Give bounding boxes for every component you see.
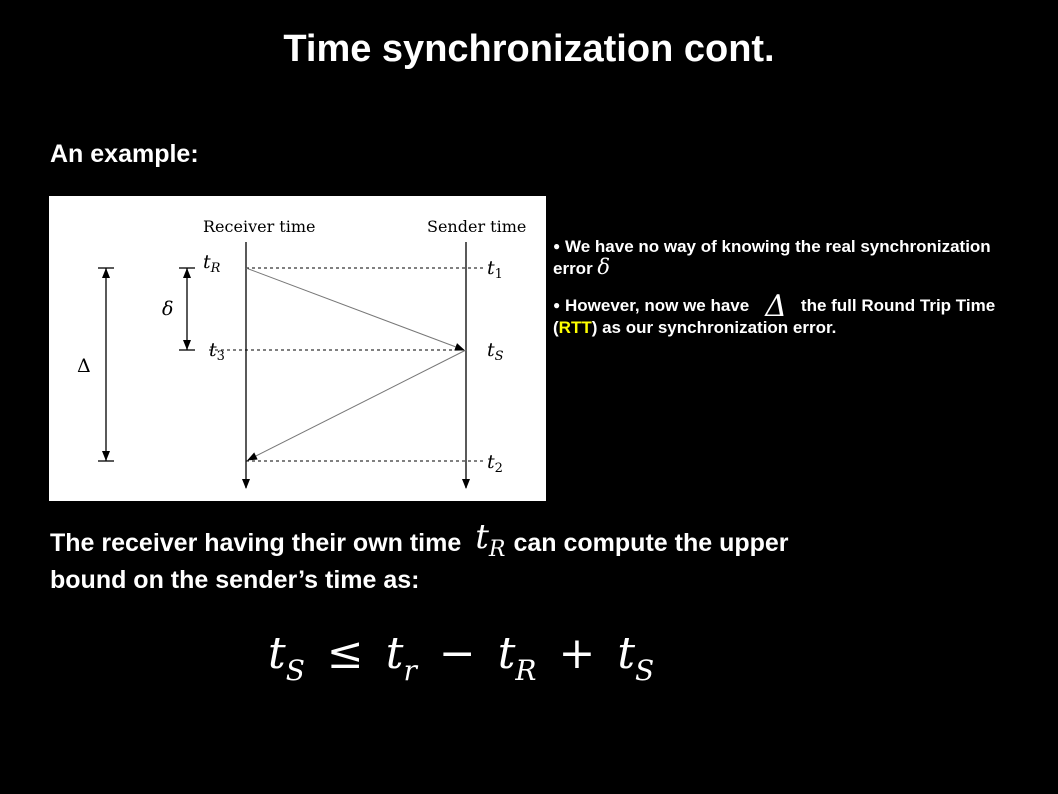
- note-2-Delta-symbol: Δ: [765, 289, 787, 324]
- bullet-dot-icon: ●: [553, 298, 561, 312]
- note-bullet-2: [553, 289, 998, 338]
- Delta-arrowhead-up: [102, 268, 110, 278]
- t-R-label: $t_R$: [203, 251, 221, 276]
- formula-leq: ≤: [326, 628, 364, 679]
- Delta-arrowhead-down: [102, 451, 110, 461]
- t1-label: $t_1$: [487, 257, 503, 282]
- note-2-suffix: ) as our synchronization error.: [591, 318, 837, 337]
- explanation-part-2: can compute the upper bound on the sender’s time as:: [50, 529, 789, 594]
- bullet-dot-icon: ●: [553, 239, 561, 253]
- formula-term-b: $t_R$: [497, 628, 537, 687]
- t-R-inline-symbol: $t_R$: [475, 517, 506, 562]
- rtt-highlight: RTT: [558, 318, 592, 337]
- slide-title: Time synchronization cont.: [283, 28, 775, 70]
- reply-message-arrow: [248, 350, 466, 460]
- formula-term-a: $t_r$: [385, 628, 417, 687]
- note-bullet-1: [553, 236, 998, 279]
- note-2-mid: the full Round Trip Time (: [553, 296, 996, 337]
- note-1-delta-symbol: δ: [597, 255, 611, 279]
- explanation-text: [50, 517, 850, 596]
- delta-arrowhead-down: [183, 340, 191, 350]
- upper-bound-formula: [268, 628, 654, 687]
- request-message-arrow: [246, 268, 464, 350]
- formula-term-c: $t_S$: [617, 628, 655, 687]
- delta-arrowhead-up: [183, 268, 191, 278]
- note-2-prefix: However, now we have: [564, 296, 750, 315]
- t2-label: $t_2$: [487, 451, 503, 476]
- formula-lhs: $t_S$: [268, 628, 305, 687]
- t3-label: $t_3$: [209, 339, 225, 364]
- note-1-text: We have no way of knowing the real synchronization error: [553, 237, 991, 278]
- receiver-time-label: Receiver time: [203, 217, 316, 236]
- formula-minus: −: [438, 628, 476, 679]
- notes-panel: [553, 236, 998, 354]
- example-heading: An example:: [50, 140, 199, 168]
- big-delta-symbol: Δ: [77, 355, 91, 377]
- timing-diagram: [49, 196, 546, 501]
- explanation-part-1: The receiver having their own time: [50, 529, 462, 557]
- timing-diagram-svg: [49, 196, 546, 501]
- sender-time-label: Sender time: [427, 217, 527, 236]
- small-delta-symbol: δ: [162, 298, 174, 320]
- formula-plus: +: [558, 628, 596, 679]
- tS-label: $t_S$: [487, 339, 504, 364]
